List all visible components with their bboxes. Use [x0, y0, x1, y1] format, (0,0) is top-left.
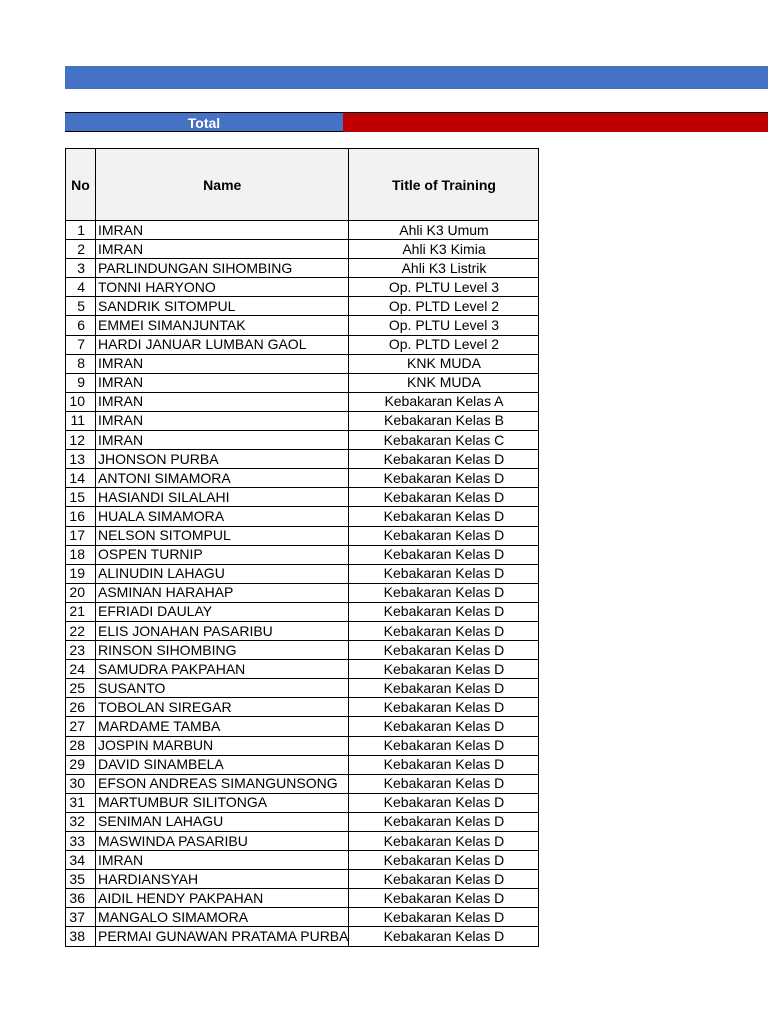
row-number: 30	[66, 774, 96, 793]
row-training-title: Kebakaran Kelas D	[349, 927, 539, 946]
row-name: ALINUDIN LAHAGU	[96, 564, 349, 583]
row-training-title: Kebakaran Kelas D	[349, 832, 539, 851]
row-name: ASMINAN HARAHAP	[96, 583, 349, 602]
row-number: 27	[66, 717, 96, 736]
row-training-title: Kebakaran Kelas D	[349, 450, 539, 469]
table-row	[66, 736, 539, 755]
table-row	[66, 259, 539, 278]
row-number: 38	[66, 927, 96, 946]
row-name: IMRAN	[96, 240, 349, 259]
table-row	[66, 545, 539, 564]
row-name: IMRAN	[96, 851, 349, 870]
row-training-title: Kebakaran Kelas D	[349, 545, 539, 564]
table-row	[66, 774, 539, 793]
row-name: SANDRIK SITOMPUL	[96, 297, 349, 316]
table-row	[66, 602, 539, 621]
table-row	[66, 870, 539, 889]
row-number: 3	[66, 259, 96, 278]
row-training-title: Kebakaran Kelas D	[349, 469, 539, 488]
training-table	[65, 148, 539, 947]
row-training-title: Ahli K3 Listrik	[349, 259, 539, 278]
column-header-name: Name	[96, 149, 349, 221]
row-name: HARDI JANUAR LUMBAN GAOL	[96, 335, 349, 354]
row-name: RINSON SIHOMBING	[96, 641, 349, 660]
row-number: 22	[66, 621, 96, 640]
row-training-title: Kebakaran Kelas D	[349, 660, 539, 679]
table-row	[66, 832, 539, 851]
row-number: 14	[66, 469, 96, 488]
row-training-title: Kebakaran Kelas D	[349, 793, 539, 812]
table-row	[66, 889, 539, 908]
row-name: SENIMAN LAHAGU	[96, 812, 349, 831]
table-row	[66, 812, 539, 831]
row-name: TONNI HARYONO	[96, 278, 349, 297]
row-number: 21	[66, 602, 96, 621]
row-training-title: Kebakaran Kelas D	[349, 526, 539, 545]
row-number: 13	[66, 450, 96, 469]
row-training-title: Op. PLTD Level 2	[349, 297, 539, 316]
row-number: 1	[66, 221, 96, 240]
table-row	[66, 354, 539, 373]
row-number: 18	[66, 545, 96, 564]
table-row	[66, 278, 539, 297]
row-number: 6	[66, 316, 96, 335]
table-row	[66, 450, 539, 469]
table-row	[66, 335, 539, 354]
row-training-title: Kebakaran Kelas D	[349, 698, 539, 717]
row-training-title: Op. PLTU Level 3	[349, 316, 539, 335]
row-training-title: Kebakaran Kelas D	[349, 755, 539, 774]
table-row	[66, 411, 539, 430]
row-number: 31	[66, 793, 96, 812]
row-number: 23	[66, 641, 96, 660]
table-row	[66, 927, 539, 946]
row-number: 7	[66, 335, 96, 354]
table-row	[66, 621, 539, 640]
row-name: EFSON ANDREAS SIMANGUNSONG	[96, 774, 349, 793]
row-name: IMRAN	[96, 411, 349, 430]
table-row	[66, 583, 539, 602]
row-training-title: Ahli K3 Kimia	[349, 240, 539, 259]
row-number: 16	[66, 507, 96, 526]
total-label: Total	[65, 112, 343, 132]
table-row	[66, 488, 539, 507]
row-name: HASIANDI SILALAHI	[96, 488, 349, 507]
row-name: SUSANTO	[96, 679, 349, 698]
column-header-no: No	[66, 149, 96, 221]
row-number: 34	[66, 851, 96, 870]
table-row	[66, 392, 539, 411]
row-name: SAMUDRA PAKPAHAN	[96, 660, 349, 679]
row-training-title: Kebakaran Kelas D	[349, 736, 539, 755]
row-training-title: Kebakaran Kelas D	[349, 564, 539, 583]
row-name: EFRIADI DAULAY	[96, 602, 349, 621]
header-band	[65, 66, 768, 89]
row-training-title: Kebakaran Kelas D	[349, 851, 539, 870]
row-name: AIDIL HENDY PAKPAHAN	[96, 889, 349, 908]
row-name: ANTONI SIMAMORA	[96, 469, 349, 488]
row-number: 26	[66, 698, 96, 717]
row-training-title: Op. PLTD Level 2	[349, 335, 539, 354]
row-name: HUALA SIMAMORA	[96, 507, 349, 526]
row-number: 19	[66, 564, 96, 583]
row-training-title: Kebakaran Kelas D	[349, 870, 539, 889]
row-name: MARTUMBUR SILITONGA	[96, 793, 349, 812]
table-row	[66, 793, 539, 812]
table-row	[66, 698, 539, 717]
row-name: TOBOLAN SIREGAR	[96, 698, 349, 717]
row-number: 4	[66, 278, 96, 297]
table-row	[66, 564, 539, 583]
table-row	[66, 316, 539, 335]
row-name: IMRAN	[96, 431, 349, 450]
row-name: JHONSON PURBA	[96, 450, 349, 469]
row-number: 25	[66, 679, 96, 698]
row-training-title: Kebakaran Kelas B	[349, 411, 539, 430]
table-row	[66, 469, 539, 488]
total-row	[65, 112, 768, 132]
table-row	[66, 431, 539, 450]
table-header-row	[66, 149, 539, 221]
row-number: 24	[66, 660, 96, 679]
row-number: 17	[66, 526, 96, 545]
row-name: MARDAME TAMBA	[96, 717, 349, 736]
row-number: 37	[66, 908, 96, 927]
row-name: IMRAN	[96, 373, 349, 392]
row-name: EMMEI SIMANJUNTAK	[96, 316, 349, 335]
row-number: 11	[66, 411, 96, 430]
row-training-title: Kebakaran Kelas A	[349, 392, 539, 411]
row-number: 12	[66, 431, 96, 450]
row-training-title: Kebakaran Kelas D	[349, 621, 539, 640]
row-training-title: Kebakaran Kelas D	[349, 507, 539, 526]
row-name: PARLINDUNGAN SIHOMBING	[96, 259, 349, 278]
row-training-title: Kebakaran Kelas D	[349, 583, 539, 602]
table-row	[66, 755, 539, 774]
row-number: 35	[66, 870, 96, 889]
row-number: 15	[66, 488, 96, 507]
table-row	[66, 507, 539, 526]
row-number: 33	[66, 832, 96, 851]
table-row	[66, 908, 539, 927]
row-number: 36	[66, 889, 96, 908]
row-name: HARDIANSYAH	[96, 870, 349, 889]
row-number: 28	[66, 736, 96, 755]
row-training-title: Kebakaran Kelas D	[349, 602, 539, 621]
row-number: 8	[66, 354, 96, 373]
row-name: JOSPIN MARBUN	[96, 736, 349, 755]
row-number: 20	[66, 583, 96, 602]
row-name: IMRAN	[96, 392, 349, 411]
row-name: MASWINDA PASARIBU	[96, 832, 349, 851]
row-number: 2	[66, 240, 96, 259]
row-training-title: Kebakaran Kelas D	[349, 717, 539, 736]
table-row	[66, 526, 539, 545]
table-row	[66, 240, 539, 259]
table-row	[66, 851, 539, 870]
row-name: IMRAN	[96, 354, 349, 373]
total-value-cell	[343, 112, 768, 132]
row-name: ELIS JONAHAN PASARIBU	[96, 621, 349, 640]
row-number: 9	[66, 373, 96, 392]
table-row	[66, 373, 539, 392]
row-training-title: Ahli K3 Umum	[349, 221, 539, 240]
row-training-title: KNK MUDA	[349, 373, 539, 392]
table-row	[66, 221, 539, 240]
row-name: OSPEN TURNIP	[96, 545, 349, 564]
row-training-title: Kebakaran Kelas D	[349, 774, 539, 793]
row-training-title: Kebakaran Kelas D	[349, 908, 539, 927]
row-training-title: Kebakaran Kelas D	[349, 812, 539, 831]
table-row	[66, 641, 539, 660]
table-row	[66, 679, 539, 698]
row-training-title: Op. PLTU Level 3	[349, 278, 539, 297]
row-name: PERMAI GUNAWAN PRATAMA PURBA	[96, 927, 349, 946]
row-number: 5	[66, 297, 96, 316]
row-number: 10	[66, 392, 96, 411]
table-row	[66, 297, 539, 316]
row-name: DAVID SINAMBELA	[96, 755, 349, 774]
row-name: NELSON SITOMPUL	[96, 526, 349, 545]
row-training-title: KNK MUDA	[349, 354, 539, 373]
row-training-title: Kebakaran Kelas D	[349, 679, 539, 698]
row-training-title: Kebakaran Kelas D	[349, 641, 539, 660]
row-training-title: Kebakaran Kelas D	[349, 889, 539, 908]
row-training-title: Kebakaran Kelas C	[349, 431, 539, 450]
row-training-title: Kebakaran Kelas D	[349, 488, 539, 507]
table-row	[66, 717, 539, 736]
row-number: 29	[66, 755, 96, 774]
row-name: IMRAN	[96, 221, 349, 240]
row-number: 32	[66, 812, 96, 831]
column-header-title: Title of Training	[349, 149, 539, 221]
table-row	[66, 660, 539, 679]
row-name: MANGALO SIMAMORA	[96, 908, 349, 927]
